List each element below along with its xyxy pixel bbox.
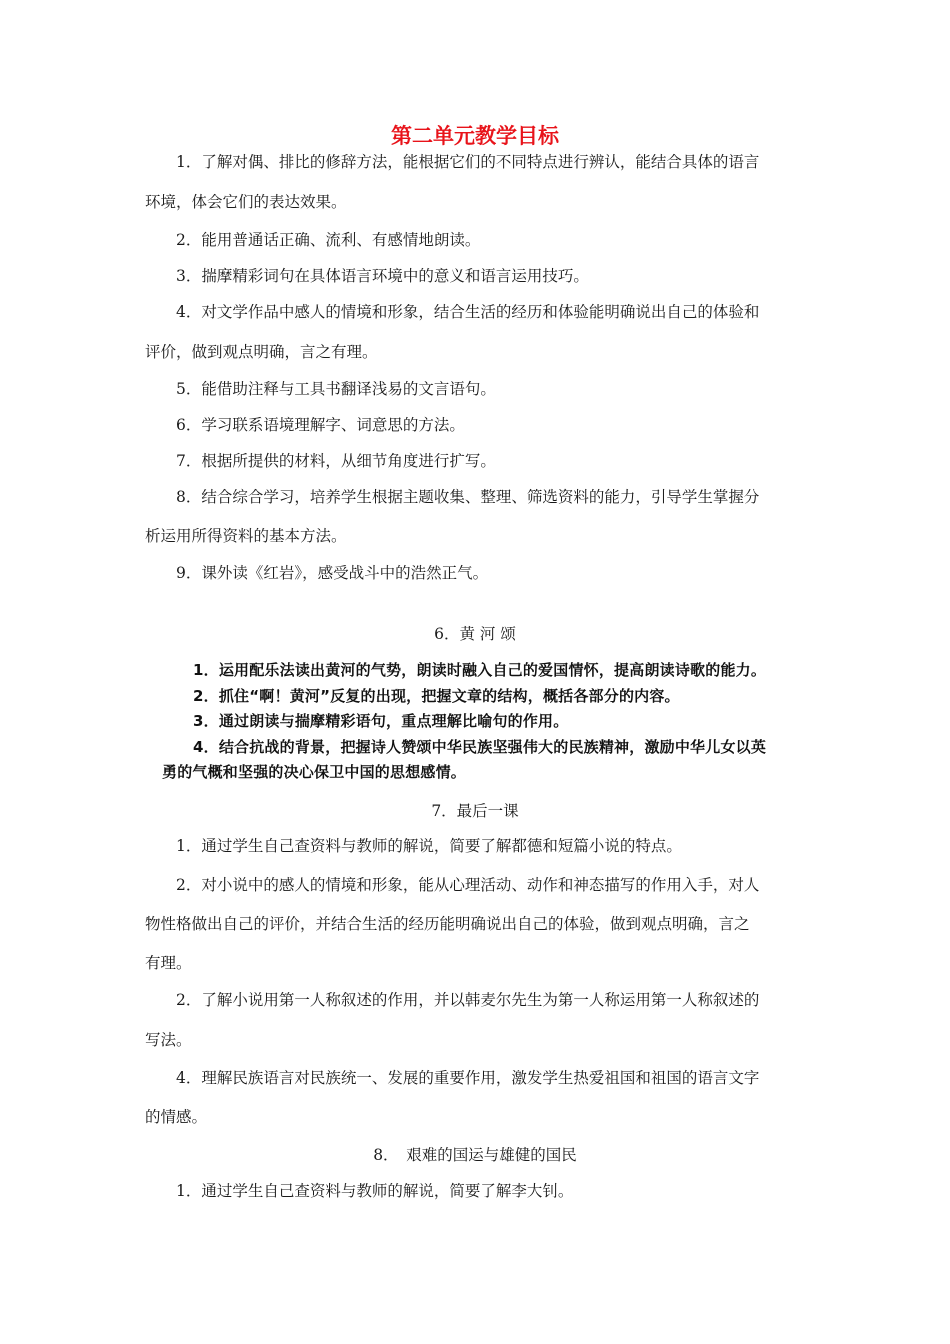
lesson7-item: 写法。 [145,1031,192,1049]
unit-goal-line: 1．了解对偶、排比的修辞方法，能根据它们的不同特点进行辨认，能结合具体的语言 [176,153,760,171]
unit-goal-line: 7．根据所提供的材料，从细节角度进行扩写。 [176,452,496,470]
lesson7-item: 物性格做出自己的评价，并结合生活的经历能明确说出自己的体验，做到观点明确，言之 [145,915,750,933]
unit-goal-line: 9．课外读《红岩》，感受战斗中的浩然正气。 [176,564,489,582]
unit-goal-line: 3．揣摩精彩词句在具体语言环境中的意义和语言运用技巧。 [176,267,589,285]
lesson6-item: 3．通过朗读与揣摩精彩语句，重点理解比喻句的作用。 [193,712,569,730]
lesson7-item: 2．对小说中的感人的情境和形象，能从心理活动、动作和神态描写的作用入手，对人 [176,876,760,894]
unit-goal-line: 析运用所得资料的基本方法。 [145,527,347,545]
lesson7-item: 的情感。 [145,1108,208,1126]
page-title: 第二单元教学目标 [391,124,559,148]
lesson7-item: 4．理解民族语言对民族统一、发展的重要作用，激发学生热爱祖国和祖国的语言文字 [176,1069,760,1087]
unit-goal-line: 4．对文学作品中感人的情境和形象，结合生活的经历和体验能明确说出自己的体验和 [176,303,760,321]
unit-goal-line: 8．结合综合学习，培养学生根据主题收集、整理、筛选资料的能力，引导学生掌握分 [176,488,760,506]
lesson8-heading: 8． 艰难的国运与雄健的国民 [373,1146,577,1164]
lesson6-item: 1．运用配乐法读出黄河的气势，朗读时融入自己的爱国情怀，提高朗读诗歌的能力。 [193,661,767,679]
lesson6-item: 2．抓住“啊！黄河”反复的出现，把握文章的结构，概括各部分的内容。 [193,687,680,705]
lesson6-item: 4．结合抗战的背景，把握诗人赞颂中华民族坚强伟大的民族精神，激励中华儿女以英 [193,738,767,756]
unit-goal-line: 6．学习联系语境理解字、词意思的方法。 [176,416,465,434]
lesson7-item: 有理。 [145,954,192,972]
lesson6-item: 勇的气概和坚强的决心保卫中国的思想感情。 [162,763,467,781]
lesson7-heading: 7．最后一课 [431,802,519,820]
unit-goal-line: 环境，体会它们的表达效果。 [145,193,347,211]
lesson7-item: 2．了解小说用第一人称叙述的作用，并以韩麦尔先生为第一人称运用第一人称叙述的 [176,991,760,1009]
unit-goal-line: 2．能用普通话正确、流利、有感情地朗读。 [176,231,481,249]
unit-goal-line: 评价，做到观点明确，言之有理。 [145,343,378,361]
lesson8-item: 1．通过学生自己查资料与教师的解说，简要了解李大钊。 [176,1182,574,1200]
unit-goal-line: 5．能借助注释与工具书翻译浅易的文言语句。 [176,380,496,398]
lesson7-item: 1．通过学生自己查资料与教师的解说，简要了解都德和短篇小说的特点。 [176,837,682,855]
lesson6-heading: 6．黄 河 颂 [434,625,516,643]
